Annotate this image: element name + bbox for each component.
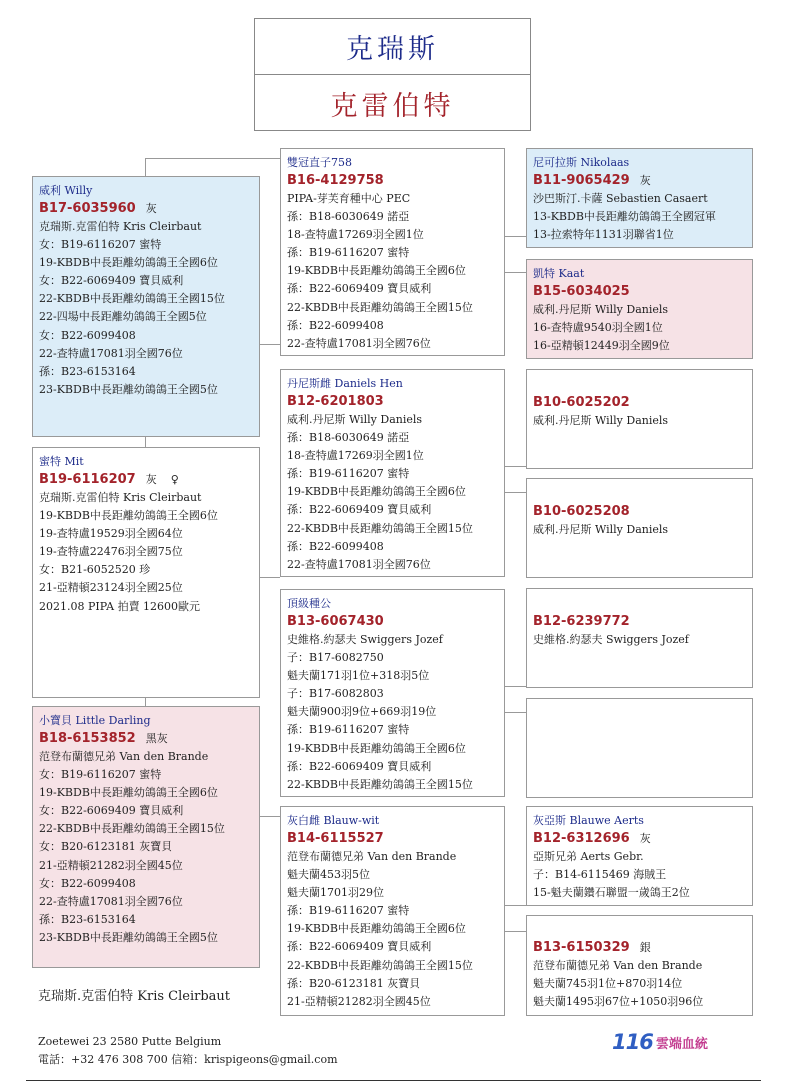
connector: [145, 698, 146, 706]
little-line: 范登布蘭德兄弟 Van den Brande: [39, 750, 209, 763]
sire-line: 19-KBDB中長距離幼鴿鴿王全國6位: [287, 264, 466, 278]
ts-ring: B12-6239772: [533, 614, 630, 629]
connector: [505, 236, 526, 237]
ss-ring-number: B11-9065429: [533, 173, 630, 188]
sire-line: 18-查特盧17269羽全國1位: [287, 228, 424, 242]
ds-ring: B10-6025202: [533, 395, 630, 410]
bd-line: 魁夫蘭745羽1位+870羽14位: [533, 977, 683, 991]
main-line: 19-KBDB中長距離幼鴿鴿王全國6位: [39, 256, 218, 270]
bw-name: 灰白雌 Blauw-wit: [287, 814, 380, 827]
mit-line: 2021.08 PIPA 拍賣 12600歐元: [39, 599, 201, 613]
bw-line: 孫：B20-6123181 灰寶貝: [287, 976, 421, 990]
little-line: 19-KBDB中長距離幼鴿鴿王全國6位: [39, 786, 218, 800]
little-line: 22-KBDB中長距離幼鴿鴿王全國15位: [39, 822, 225, 836]
sd-name: 凱特 Kaat: [533, 267, 585, 280]
little-darling-card: [32, 706, 260, 968]
bw-line: 19-KBDB中長距離幼鴿鴿王全國6位: [287, 922, 466, 936]
bw-line: 孫：B22-6069409 寶貝威利: [287, 940, 432, 954]
sire-name: 雙冠直子758: [287, 156, 352, 169]
mit-ring: [39, 470, 253, 489]
sd-line: 16-查特盧9540羽全國1位: [533, 321, 663, 335]
dam-line: 19-KBDB中長距離幼鴿鴿王全國6位: [287, 485, 466, 499]
logo-number: 116: [612, 1030, 653, 1054]
top-line: 史維格.約瑟夫 Swiggers Jozef: [287, 633, 443, 646]
dam-line: 22-查特盧17081羽全國76位: [287, 557, 431, 571]
connector: [260, 344, 280, 345]
sd-line: 威利.丹尼斯 Willy Daniels: [533, 303, 669, 316]
bw-line: 魁夫蘭453羽5位: [287, 868, 370, 882]
top-name: 頂級種公: [287, 597, 331, 610]
top-line: 孫：B22-6069409 寶貝威利: [287, 759, 432, 773]
little-line: 女：B20-6123181 灰寶貝: [39, 840, 173, 854]
ds-line: 威利.丹尼斯 Willy Daniels: [533, 414, 669, 427]
sire-line: 孫：B22-6099408: [287, 318, 384, 332]
top-line: 孫：B19-6116207 蜜特: [287, 723, 410, 737]
contact-block: [38, 1033, 338, 1069]
connector: [505, 272, 526, 273]
little-color: 黑灰: [145, 732, 168, 745]
bw-line: 21-亞精頓21282羽全國45位: [287, 994, 431, 1008]
kaat-card: [526, 259, 753, 359]
little-line: 女：B22-6069409 寶貝威利: [39, 804, 184, 818]
female-icon: ♀: [170, 473, 179, 486]
mit-line: 克瑞斯.克雷伯特 Kris Cleirbaut: [39, 491, 202, 504]
ss-ring: [533, 171, 746, 190]
owner-footer: 克瑞斯.克雷伯特 Kris Cleirbaut: [38, 989, 230, 1004]
little-line: 23-KBDB中長距離幼鴿鴿王全國5位: [39, 930, 218, 944]
sire-line: PIPA-芽芙育種中心 PEC: [287, 192, 411, 205]
dam-line: 孫：B22-6099408: [287, 539, 384, 553]
dam-name: 丹尼斯雌 Daniels Hen: [287, 377, 403, 390]
main-name: 威利 Willy: [39, 184, 93, 197]
bw-ring: B14-6115527: [287, 831, 384, 846]
connector: [505, 466, 526, 467]
sire-line: 孫：B18-6030649 諾亞: [287, 210, 410, 224]
ts-line: 史維格.約瑟夫 Swiggers Jozef: [533, 633, 689, 646]
bd-line: 范登布蘭德兄弟 Van den Brande: [533, 959, 703, 972]
top-line: 22-KBDB中長距離幼鴿鴿王全國15位: [287, 777, 473, 791]
footer-divider: [26, 1080, 761, 1081]
bw-line: 22-KBDB中長距離幼鴿鴿王全國15位: [287, 958, 473, 972]
blauwe-aerts-card: [526, 806, 753, 906]
little-ring-number: B18-6153852: [39, 731, 136, 746]
connector: [505, 686, 526, 687]
ba-color: 灰: [639, 832, 651, 845]
dam-line: 孫：B18-6030649 諾亞: [287, 431, 410, 445]
ba-name: 灰亞斯 Blauwe Aerts: [533, 814, 644, 827]
bw-line: 魁夫蘭1701羽29位: [287, 886, 384, 900]
ds-card: [526, 369, 753, 469]
mit-ring-number: B19-6116207: [39, 472, 136, 487]
owner-surname-cn: 克雷伯特: [330, 90, 455, 122]
ba-ring: [533, 829, 746, 848]
dam-line: 孫：B22-6069409 寶貝威利: [287, 503, 432, 517]
sire-line: 孫：B19-6116207 蜜特: [287, 246, 410, 260]
bw-line: 范登布蘭德兄弟 Van den Brande: [287, 850, 457, 863]
top-ring: B13-6067430: [287, 614, 384, 629]
little-ring: [39, 729, 253, 748]
bd-card: [526, 915, 753, 1016]
main-line: 22-四場中長距離幼鴿鴿王全國5位: [39, 310, 207, 324]
connector: [260, 577, 280, 578]
title-row-2: [255, 75, 530, 131]
little-line: 女：B19-6116207 蜜特: [39, 768, 162, 782]
main-line: 克瑞斯.克雷伯特 Kris Cleirbaut: [39, 220, 202, 233]
sd-ring: B15-6034025: [533, 284, 630, 299]
main-line: 23-KBDB中長距離幼鴿鴿王全國5位: [39, 382, 218, 396]
mit-card: [32, 447, 260, 698]
top-line: 魁夫蘭171羽1位+318羽5位: [287, 669, 430, 683]
main-ring-number: B17-6035960: [39, 201, 136, 216]
sire-line: 22-KBDB中長距離幼鴿鴿王全國15位: [287, 300, 473, 314]
mit-name: 蜜特 Mit: [39, 455, 84, 468]
title-row-1: [255, 19, 530, 75]
connector: [145, 158, 146, 176]
sire-card: [280, 148, 505, 356]
connector: [505, 492, 526, 493]
sire-line: 孫：B22-6069409 寶貝威利: [287, 282, 432, 296]
mit-color: 灰: [145, 473, 157, 486]
dd-line: 威利.丹尼斯 Willy Daniels: [533, 523, 669, 536]
top-line: 魁夫蘭900羽9位+669羽19位: [287, 705, 437, 719]
nikolaas-card: [526, 148, 753, 248]
top-line: 19-KBDB中長距離幼鴿鴿王全國6位: [287, 741, 466, 755]
connector: [505, 712, 526, 713]
dam-line: 22-KBDB中長距離幼鴿鴿王全國15位: [287, 521, 473, 535]
little-line: 21-亞精頓21282羽全國45位: [39, 858, 183, 872]
mit-line: 女：B21-6052520 珍: [39, 563, 151, 577]
little-line: 孫：B23-6153164: [39, 912, 136, 926]
dam-card: [280, 369, 505, 577]
dam-ring: B12-6201803: [287, 394, 384, 409]
owner-name-cn: 克瑞斯: [346, 34, 439, 65]
address: Zoetewei 23 2580 Putte Belgium: [38, 1035, 222, 1048]
main-pigeon-card: [32, 176, 260, 437]
logo-text: 雲端血統: [655, 1036, 708, 1052]
dam-line: 孫：B19-6116207 蜜特: [287, 467, 410, 481]
bd-line: 魁夫蘭1495羽67位+1050羽96位: [533, 995, 704, 1009]
dd-ring: B10-6025208: [533, 504, 630, 519]
top-breeder-card: [280, 589, 505, 797]
ss-line: 13-KBDB中長距離幼鴿鴿王全國冠軍: [533, 210, 716, 224]
logo: [612, 1030, 708, 1054]
title-box: [254, 18, 531, 131]
bw-line: 孫：B19-6116207 蜜特: [287, 904, 410, 918]
top-line: 子：B17-6082803: [287, 687, 384, 701]
mit-line: 19-查特盧22476羽全國75位: [39, 545, 183, 559]
connector: [145, 437, 146, 447]
bd-ring-number: B13-6150329: [533, 940, 630, 955]
ss-line: 13-拉索特年1131羽聯省1位: [533, 228, 674, 242]
little-line: 女：B22-6099408: [39, 876, 136, 890]
main-line: 女：B22-6099408: [39, 328, 136, 342]
main-line: 22-KBDB中長距離幼鴿鴿王全國15位: [39, 292, 225, 306]
sd-line: 16-亞精頓12449羽全國9位: [533, 339, 670, 353]
sire-ring: B16-4129758: [287, 173, 384, 188]
ba-line: 15-魁夫蘭鑽石聯盟一歲鴿王2位: [533, 886, 690, 900]
little-name: 小寶貝 Little Darling: [39, 714, 151, 727]
main-line: 孫：B23-6153164: [39, 364, 136, 378]
connector: [145, 158, 280, 159]
connector: [260, 816, 280, 817]
main-ring: [39, 199, 253, 218]
dd-card: [526, 478, 753, 578]
top-line: 子：B17-6082750: [287, 651, 384, 665]
contact-info: 電話：+32 476 308 700 信箱：krispigeons@gmail.com: [38, 1053, 338, 1066]
main-line: 女：B19-6116207 蜜特: [39, 238, 162, 252]
blauw-wit-card: [280, 806, 505, 1016]
ba-line: 亞斯兄弟 Aerts Gebr.: [533, 850, 644, 863]
ts-card: [526, 588, 753, 688]
ba-ring-number: B12-6312696: [533, 831, 630, 846]
mit-line: 19-查特盧19529羽全國64位: [39, 527, 183, 541]
bd-ring: [533, 938, 746, 957]
sire-line: 22-查特盧17081羽全國76位: [287, 336, 431, 350]
ss-line: 沙巴斯汀.卡薩 Sebastien Casaert: [533, 192, 708, 205]
dam-line: 威利.丹尼斯 Willy Daniels: [287, 413, 423, 426]
ba-line: 子：B14-6115469 海賊王: [533, 868, 667, 882]
main-line: 22-查特盧17081羽全國76位: [39, 346, 183, 360]
little-line: 22-查特盧17081羽全國76位: [39, 894, 183, 908]
connector: [505, 931, 526, 932]
ss-name: 尼可拉斯 Nikolaas: [533, 156, 630, 169]
dam-line: 18-查特盧17269羽全國1位: [287, 449, 424, 463]
mit-line: 21-亞精頓23124羽全國25位: [39, 581, 183, 595]
connector: [505, 905, 526, 906]
bd-color: 銀: [639, 941, 651, 954]
main-line: 女：B22-6069409 寶貝威利: [39, 274, 184, 288]
main-color: 灰: [145, 202, 157, 215]
empty-card: [526, 698, 753, 798]
ss-color: 灰: [639, 174, 651, 187]
mit-line: 19-KBDB中長距離幼鴿鴿王全國6位: [39, 509, 218, 523]
